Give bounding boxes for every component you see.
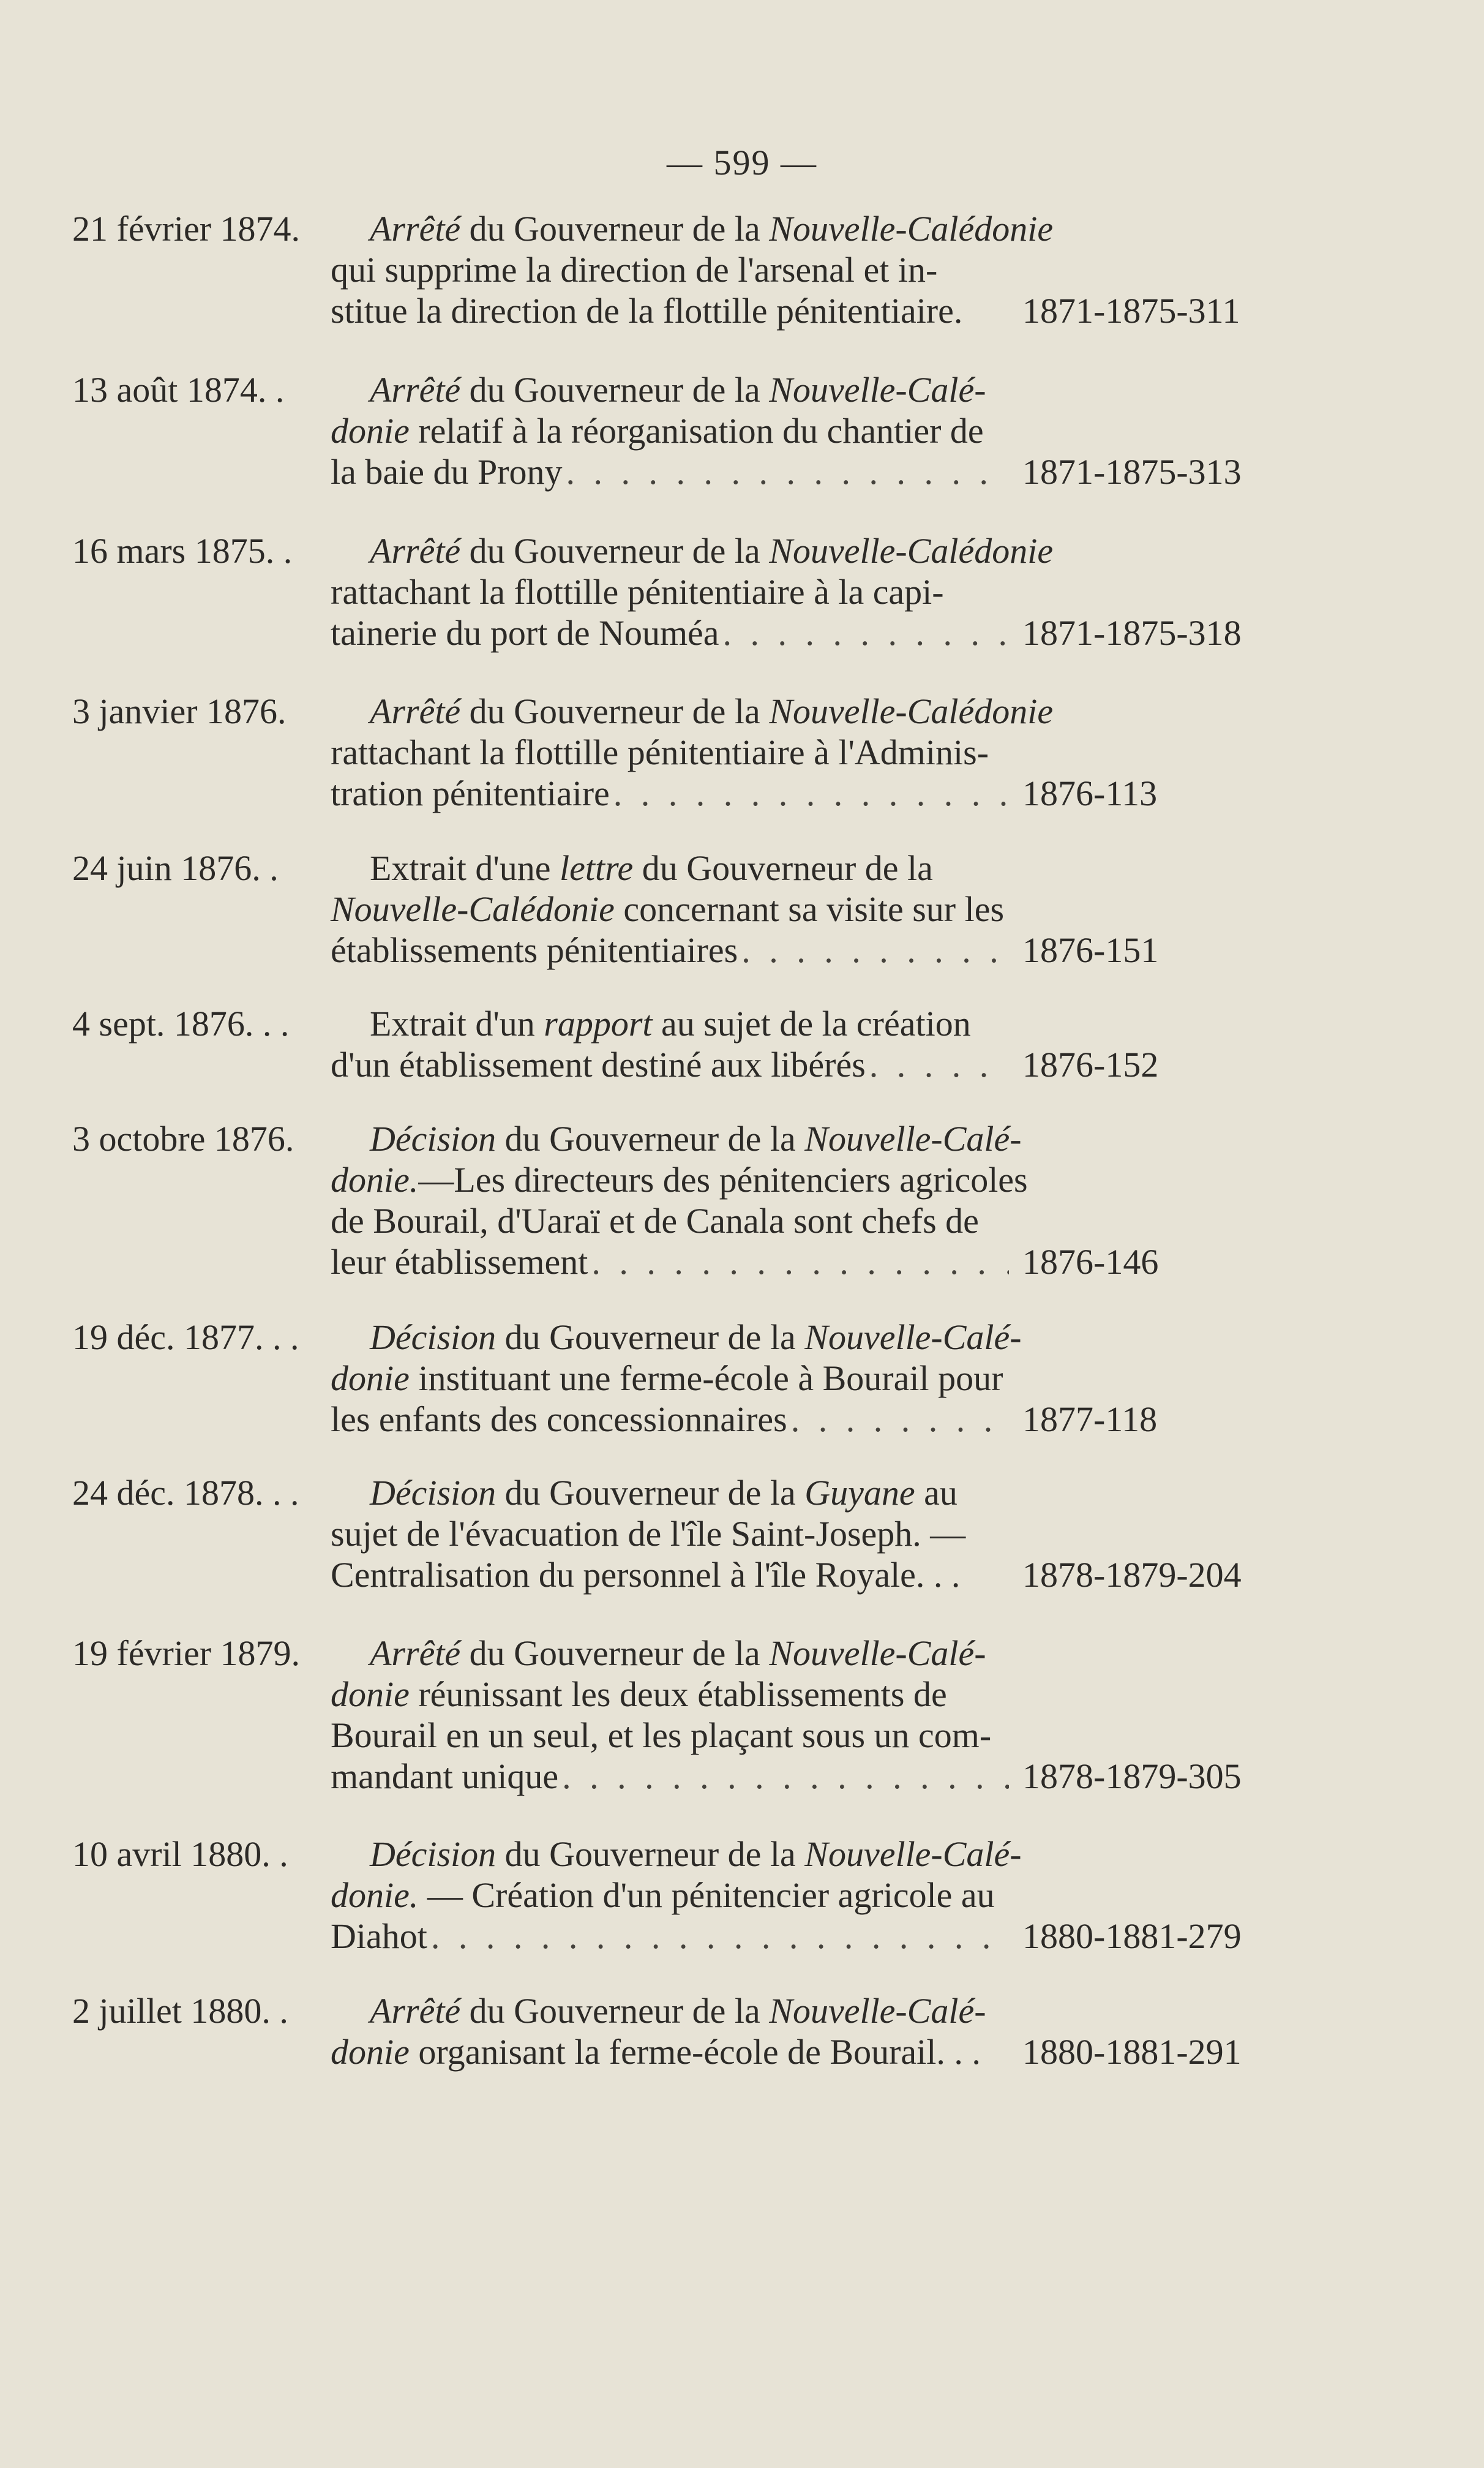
entry-description xyxy=(331,1834,1022,1957)
entry-text: Bourail en un seul, et les plaçant sous un com- xyxy=(331,1715,992,1755)
dot-leader xyxy=(558,1756,1009,1797)
entry-text: au sujet de la création xyxy=(652,1004,971,1044)
entry-act-type: Arrêté xyxy=(370,1633,461,1673)
entry-date: 4 sept. 1876. . . xyxy=(72,1004,290,1044)
entry-text: au xyxy=(915,1473,957,1513)
dot-leader xyxy=(738,930,1009,971)
entry-date: 3 janvier 1876. xyxy=(72,691,287,731)
entry-reference: 1876-152 xyxy=(1022,1045,1159,1085)
entry-description xyxy=(331,1003,1009,1085)
page-number: — 599 — xyxy=(667,143,817,182)
dot-leader xyxy=(427,1916,1009,1957)
entry-text: du Gouverneur de la xyxy=(460,531,770,571)
entry-date: 2 juillet 1880. . xyxy=(72,1991,288,2031)
entry-text: instituant une ferme-école à Bourail pour xyxy=(409,1358,1003,1398)
entry-text: du Gouverneur de la xyxy=(460,1991,770,2031)
entry-place: Nouvelle-Calédonie xyxy=(331,889,615,929)
entry-act-type: Arrêté xyxy=(370,209,461,249)
entry-text: —Les directeurs des pénitenciers agricoles xyxy=(418,1160,1028,1200)
entry-text: du Gouverneur de la xyxy=(496,1473,805,1513)
entry-date: 13 août 1874. . xyxy=(72,370,285,410)
entry-reference: 1871-1875-318 xyxy=(1022,613,1242,653)
entry-reference: 1876-146 xyxy=(1022,1242,1159,1282)
entry-date: 16 mars 1875. . xyxy=(72,531,293,571)
entry-date: 19 février 1879. xyxy=(72,1633,301,1673)
entry-text: rattachant la flottille pénitentiaire à la capi- xyxy=(331,572,944,612)
entry-reference: 1880-1881-279 xyxy=(1022,1916,1242,1956)
entry-act-type: Arrêté xyxy=(370,691,461,731)
entry-date: 19 déc. 1877. . . xyxy=(72,1317,299,1357)
entry-place: Nouvelle-Calé- xyxy=(769,370,986,410)
entry-description xyxy=(331,208,1054,331)
entry-text: les enfants des concessionnaires xyxy=(331,1399,787,1439)
entry-place: Nouvelle-Calé- xyxy=(804,1834,1022,1874)
entry-place: donie xyxy=(331,411,410,451)
entry-text: organisant la ferme-école de Bourail. . . xyxy=(409,2032,981,2072)
entry-place: Nouvelle-Calédonie xyxy=(769,209,1054,249)
entry-act-type: Décision xyxy=(370,1473,497,1513)
entry-act-type: Décision xyxy=(370,1317,497,1357)
entry-date: 24 juin 1876. . xyxy=(72,848,279,888)
entry-text: concernant sa visite sur les xyxy=(614,889,1005,929)
entry-text: leur établissement xyxy=(331,1242,588,1282)
entry-text: relatif à la réorganisation du chantier de xyxy=(409,411,984,451)
entry-place: Nouvelle-Calédonie xyxy=(769,691,1054,731)
entry-text: réunissant les deux établissements de xyxy=(409,1674,947,1714)
entry-text: du Gouverneur de la xyxy=(496,1317,805,1357)
entry-act-type: Arrêté xyxy=(370,531,461,571)
entry-text: du Gouverneur de la xyxy=(460,691,770,731)
entry-act-type: rapport xyxy=(544,1004,653,1044)
entry-text: Centralisation du personnel à l'île Royale. . . xyxy=(331,1555,961,1595)
entry-date: 24 déc. 1878. . . xyxy=(72,1473,299,1513)
dot-leader xyxy=(610,773,1009,814)
entry-text: du Gouverneur de la xyxy=(460,209,770,249)
entry-place: donie. xyxy=(331,1875,419,1915)
entry-place: donie xyxy=(331,1358,410,1398)
entry-text: d'un établissement destiné aux libérés xyxy=(331,1045,866,1085)
entry-reference: 1877-118 xyxy=(1022,1399,1158,1439)
entry-description xyxy=(331,691,1054,814)
entry-description xyxy=(331,1990,1009,2072)
entry-date: 10 avril 1880. . xyxy=(72,1834,288,1874)
entry-text: stitue la direction de la flottille pénitentiaire. xyxy=(331,291,963,331)
entry-text: rattachant la flottille pénitentiaire à l'Adminis- xyxy=(331,732,989,772)
dot-leader xyxy=(588,1241,1009,1282)
entry-place: Nouvelle-Calédonie xyxy=(769,531,1054,571)
entry-reference: 1878-1879-305 xyxy=(1022,1756,1242,1796)
entry-text: du Gouverneur de la xyxy=(496,1119,805,1159)
entry-place: Guyane xyxy=(804,1473,915,1513)
entry-act-type: Arrêté xyxy=(370,370,461,410)
dot-leader xyxy=(787,1399,1009,1440)
entry-text: du Gouverneur de la xyxy=(460,1633,770,1673)
entry-description xyxy=(331,1472,1009,1595)
entry-text: la baie du Prony xyxy=(331,452,563,492)
entry-description xyxy=(331,1317,1022,1440)
entry-act-type: Décision xyxy=(370,1834,497,1874)
entry-description xyxy=(331,1118,1028,1282)
entry-act-type: lettre xyxy=(560,848,634,888)
entry-place: donie xyxy=(331,1674,410,1714)
entry-text: — Création d'un pénitencier agricole au xyxy=(418,1875,995,1915)
entry-reference: 1876-151 xyxy=(1022,930,1159,970)
entry-description xyxy=(331,530,1054,653)
entry-description xyxy=(331,369,1009,492)
entry-act-type: Arrêté xyxy=(370,1991,461,2031)
entry-reference: 1878-1879-204 xyxy=(1022,1555,1242,1595)
entry-description xyxy=(331,1633,1009,1797)
entry-act-type: Décision xyxy=(370,1119,497,1159)
entry-text: de Bourail, d'Uaraï et de Canala sont chefs de xyxy=(331,1201,979,1241)
entry-place: Nouvelle-Calé- xyxy=(769,1991,986,2031)
entry-text: Diahot xyxy=(331,1916,427,1956)
entry-text: du Gouverneur de la xyxy=(496,1834,805,1874)
entry-date: 21 février 1874. xyxy=(72,209,301,249)
entry-text: mandant unique xyxy=(331,1756,559,1796)
entry-reference: 1880-1881-291 xyxy=(1022,2032,1242,2072)
entry-text: Extrait d'une xyxy=(370,848,560,888)
dot-leader xyxy=(866,1044,1009,1085)
entry-text: qui supprime la direction de l'arsenal et in- xyxy=(331,250,938,290)
entry-description xyxy=(331,848,1009,971)
entry-reference: 1871-1875-311 xyxy=(1022,291,1240,331)
dot-leader xyxy=(719,612,1009,653)
entry-place: donie xyxy=(331,2032,410,2072)
entry-place: Nouvelle-Calé- xyxy=(804,1119,1022,1159)
entry-date: 3 octobre 1876. xyxy=(72,1119,294,1159)
dot-leader xyxy=(563,451,1009,492)
entry-text: sujet de l'évacuation de l'île Saint-Joseph. — xyxy=(331,1514,966,1554)
entry-place: donie. xyxy=(331,1160,419,1200)
entry-text: tainerie du port de Nouméa xyxy=(331,613,719,653)
entry-place: Nouvelle-Calé- xyxy=(769,1633,986,1673)
entry-place: Nouvelle-Calé- xyxy=(804,1317,1022,1357)
entry-reference: 1871-1875-313 xyxy=(1022,452,1242,492)
entry-text: établissements pénitentiaires xyxy=(331,930,738,970)
entry-text: Extrait d'un xyxy=(370,1004,544,1044)
entry-text: du Gouverneur de la xyxy=(460,370,770,410)
entry-reference: 1876-113 xyxy=(1022,773,1158,813)
entry-text: tration pénitentiaire xyxy=(331,773,610,813)
entry-text: du Gouverneur de la xyxy=(633,848,933,888)
